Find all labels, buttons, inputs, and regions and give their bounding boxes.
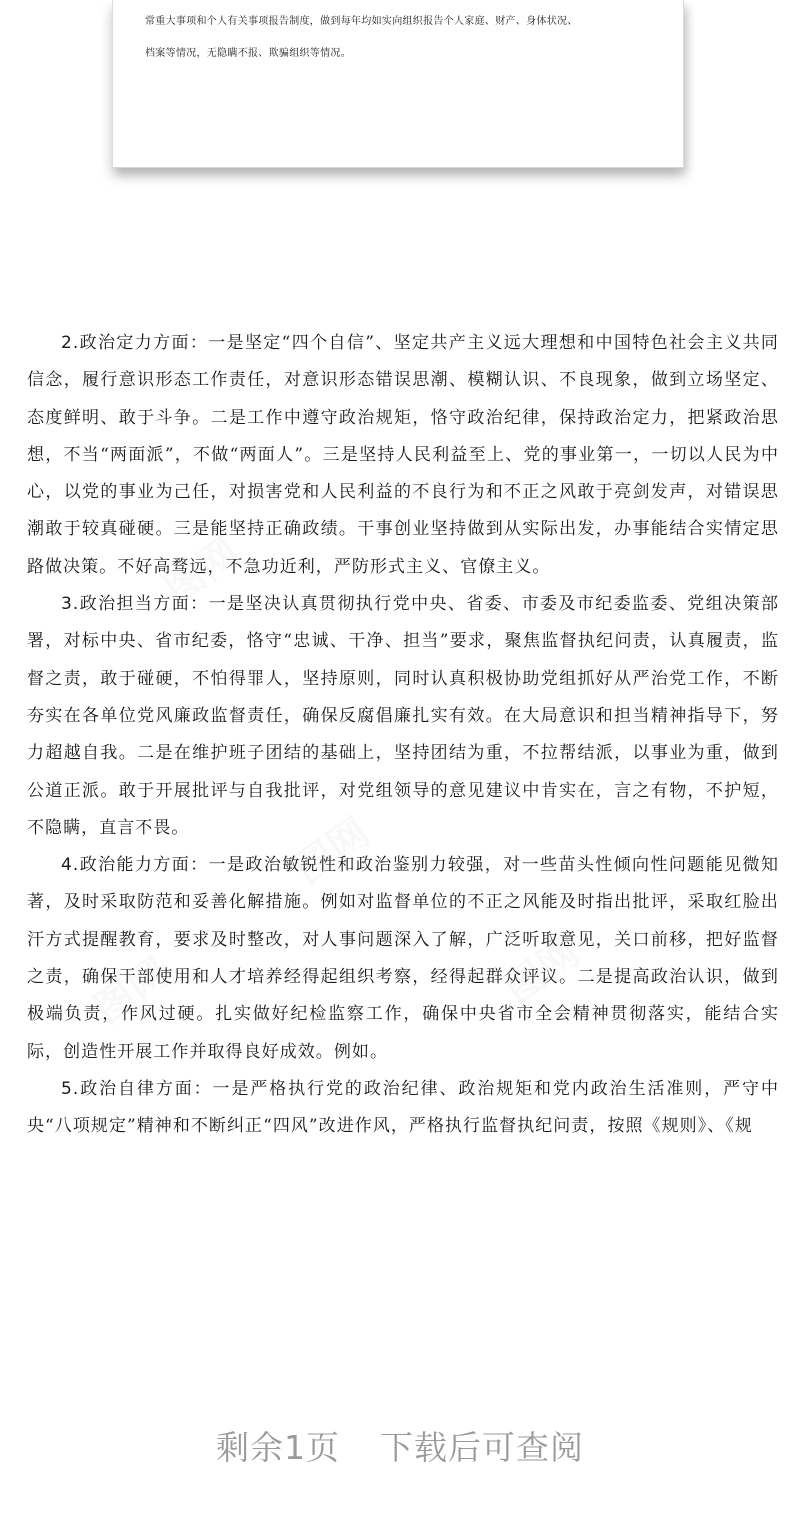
section-number: 5.	[61, 1078, 80, 1099]
preview-text-line: 档案等情况，无隐瞒不报、欺骗组织等情况。	[145, 48, 351, 59]
section-political-stability	[27, 325, 779, 586]
section-number: 4.	[61, 855, 80, 876]
section-text: 政治能力方面：一是政治敏锐性和政治鉴别力较强，对一些苗头性倾向性问题能见微知著，及时采取防范和妥善化解措施。例如对监督单位的不正之风能及时指出批评，采取红脸出汗方式提醒教育，要求及时整改，对人事问题深入了解，广泛听取意见，关口前移，把好监督之责，确保干部使用和人才培养经得起组织考察，经得起群众评议。二是提高政治认识，做到极端负责，作风过硬。扎实做好纪检监察工作，确保中央省市全会精神贯彻落实，能结合实际，创造性开展工作并取得良好成效。例如。	[27, 855, 779, 1062]
section-political-self-discipline	[27, 1071, 779, 1146]
section-text: 政治定力方面：一是坚定“四个自信”、坚定共产主义远大理想和中国特色社会主义共同信念，履行意识形态工作责任，对意识形态错误思潮、模糊认识、不良现象，做到立场坚定、态度鲜明、敢于斗争。二是工作中遵守政治规矩，恪守政治纪律，保持政治定力，把紧政治思想，不当“两面派”，不做“两面人”。三是坚持人民利益至上、党的事业第一，一切以人民为中心，以党的事业为己任，对损害党和人民利益的不良行为和不正之风敢于亮剑发声，对错误思潮敢于较真碰硬。三是能坚持正确政绩。干事创业坚持做到从实际出发，办事能结合实情定思路做决策。不好高骛远，不急功近利，严防形式主义、官僚主义。	[27, 333, 779, 577]
watermark: 图网	[286, 809, 378, 894]
section-political-responsibility	[27, 586, 779, 847]
download-to-view-label[interactable]: 下载后可查阅	[380, 1427, 584, 1467]
watermark: 图网	[496, 929, 588, 1014]
watermark: 图网	[156, 529, 248, 614]
section-number: 3.	[61, 594, 80, 615]
preview-text-line: 常重大事项和个人有关事项报告制度，做到每年均如实向组织报告个人家庭、财产、身体状况、	[145, 16, 578, 27]
section-political-ability	[27, 847, 779, 1071]
remaining-pages-label: 剩余1页	[216, 1427, 340, 1467]
section-text: 政治自律方面：一是严格执行党的政治纪律、政治规矩和党内政治生活准则，严守中央“八项规定”精神和不断纠正“四风”改进作风，严格执行监督执纪问责，按照《规则》、《规	[27, 1078, 779, 1137]
previous-page-preview	[112, 0, 684, 168]
section-number: 2.	[61, 333, 80, 353]
watermark: 图网	[86, 949, 178, 1034]
download-prompt-banner[interactable]	[0, 1405, 800, 1485]
document-body	[27, 325, 779, 1146]
section-text: 政治担当方面：一是坚决认真贯彻执行党中央、省委、市委及市纪委监委、党组决策部署，对标中央、省市纪委，恪守“忠诚、干净、担当”要求，聚焦监督执纪问责，认真履责，监督之责，敢于碰硬，不怕得罪人，坚持原则，同时认真积极协助党组抓好从严治党工作，不断夯实在各单位党风廉政监督责任，确保反腐倡廉扎实有效。在大局意识和担当精神指导下，努力超越自我。二是在维护班子团结的基础上，坚持团结为重，不拉帮结派，以事业为重，做到公道正派。敢于开展批评与自我批评，对党组领导的意见建议中肯实在，言之有物，不护短，不隐瞒，直言不畏。	[27, 594, 779, 838]
